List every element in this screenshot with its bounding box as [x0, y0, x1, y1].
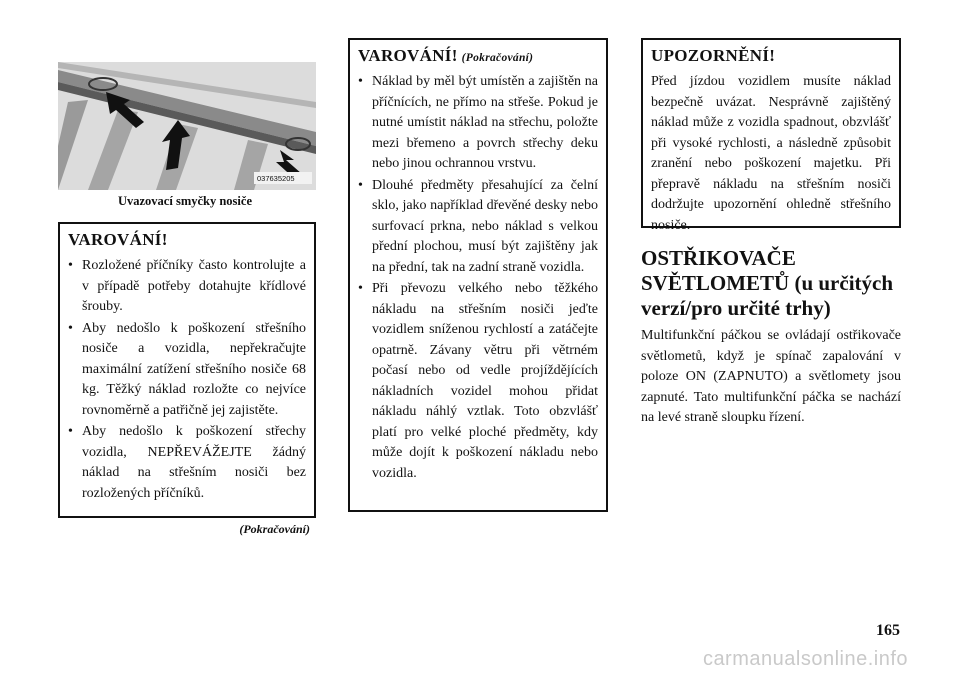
continued-label: (Pokračování)	[239, 522, 310, 536]
warning-item: • Rozložené příčníky často kontrolujte a v případě potřeby dotahujte křídlové šrouby.	[68, 256, 306, 318]
page-number: 165	[876, 622, 900, 639]
section-heading: OSTŘIKOVAČE SVĚTLOMETŮ (u určitých verzí/pro určité trhy)	[641, 246, 894, 320]
warning-item: • Při převozu velkého nebo těžkého nákladu na střešním nosiči jeďte vozidlem sníženou rychlostí a zatáčejte opatrně. Závany větru při větrném počasí nebo od vedle projíždějících nákladních vozidel mohou přidat nákladu náhlý vztlak. Toto obzvlášť platí pro velké ploché předměty, kdy může dojít k poškození nákladu nebo vozidla.	[358, 279, 598, 484]
warning-box-2	[348, 38, 608, 512]
caution-box	[641, 38, 901, 233]
warning-item: • Dlouhé předměty přesahující za čelní sklo, jako například dřevěné desky nebo surfovací prkna, nebo náklad s velkou přední plochou, musí být zajištěny jak na přední, tak na zadní straně vozidla.	[358, 176, 598, 279]
warning-item: • Aby nedošlo k poškození střechy vozidla, NEPŘEVÁŽEJTE žádný náklad na střešním nosiči bez rozložených příčníků.	[68, 422, 306, 504]
roof-rack-illustration	[58, 62, 316, 190]
figure-caption: Uvazovací smyčky nosiče	[117, 194, 252, 208]
warning-item: • Náklad by měl být umístěn a zajištěn na příčnících, ne přímo na střeše. Pokud je nutné umístit náklad na střechu, položte mezi břemeno a povrch střechy deku nebo jinou ochrannou vrstvu.	[358, 72, 598, 175]
warning-list	[358, 72, 598, 484]
continued-tag: (Pokračování)	[461, 52, 534, 64]
image-code-label: 037635205	[257, 174, 295, 183]
watermark: carmanualsonline.info	[702, 648, 908, 670]
caution-title: UPOZORNĚNÍ!	[651, 46, 776, 65]
warning-list	[68, 256, 306, 504]
warning-item: • Aby nedošlo k poškození střešního nosiče a vozidla, nepřekračujte maximální zatížení střešního nosiče 68 kg. Těžký náklad rozložte co nejvíce rovnoměrně a patřičně jej zajistěte.	[68, 319, 306, 422]
roof-rack-photo	[58, 62, 316, 190]
section-body: Multifunkční páčkou se ovládají ostřikovače světlometů, když je spínač zapalování v poloze ON (ZAPNUTO) a světlomety jsou zapnuté. Tato multifunkční páčka se nachází na levé straně sloupku řízení.	[641, 328, 901, 425]
warning-title: VAROVÁNÍ!	[68, 230, 168, 249]
warning-title-continued	[358, 46, 598, 66]
caution-text: Před jízdou vozidlem musíte náklad bezpečně uvázat. Nesprávně zajištěný náklad může z vozidla spadnout, obzvlášť při vysoké rychlosti, a následně způsobit zranění nebo poškození majetku. Při přepravě nákladu na střešním nosiči dodržujte upozornění ohledně střešního nosiče.	[651, 74, 891, 233]
warning-box-1	[58, 222, 316, 518]
warning-title-text: VAROVÁNÍ!	[358, 46, 458, 65]
